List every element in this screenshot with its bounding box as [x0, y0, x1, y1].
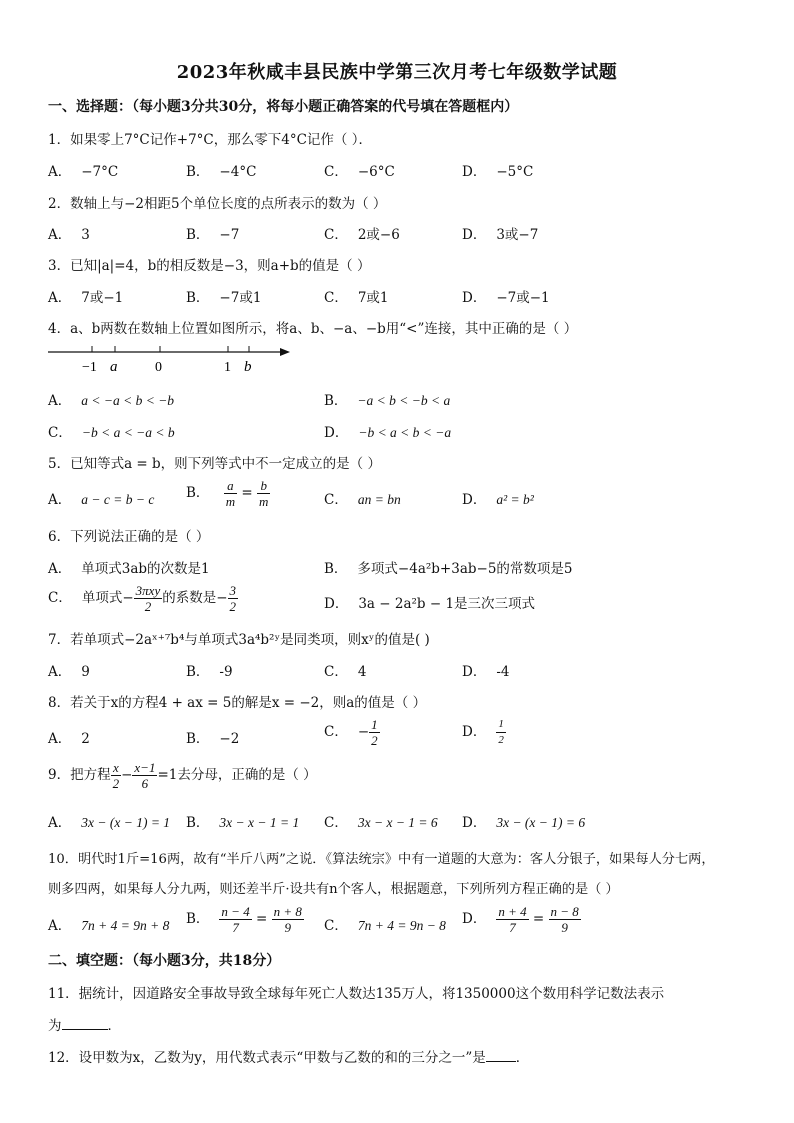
question-1-stem: 1．如果零上7°C记作+7°C，那么零下4°C记作（ ）． — [48, 132, 372, 148]
question-8-stem: 8．若关于x的方程4 + ax = 5的解是x = −2，则a的值是（ ） — [48, 695, 427, 711]
question-8-option-d: D． $\frac{1}{2}$ — [462, 718, 504, 746]
question-8-option-b: B． −2 — [186, 731, 240, 747]
question-5-option-b: B． $\frac{a}{m}$ = $\frac{b}{m}$ — [186, 478, 269, 509]
section-choice-heading: 一、选择题：（每小题3分共30分，将每小题正确答案的代号填在答题框内） — [48, 99, 519, 115]
question-9-option-d: D． 3x − (x − 1) = 6 — [462, 815, 586, 831]
question-1-option-d: D． −5°C — [462, 164, 534, 180]
question-3-option-b: B． −7或1 — [186, 290, 262, 306]
question-6-option-d: D． 3a − 2a²b − 1是三次三项式 — [324, 596, 536, 612]
question-9-option-c: C． 3x − x − 1 = 6 — [324, 815, 438, 831]
question-10-option-a: A． 7n + 4 = 9n + 8 — [48, 918, 170, 934]
question-8-option-c: C． − $\frac{1}{2}$ — [324, 717, 378, 748]
question-6-stem: 6．下列说法正确的是（ ） — [48, 529, 210, 545]
question-5-option-d: D． a² = b² — [462, 492, 534, 508]
question-4-stem: 4．a、b两数在数轴上位置如图所示，将a、b、−a、−b用“<”连接，其中正确的是（ ） — [48, 321, 578, 337]
question-4-option-d: D． −b < a < b < −a — [324, 425, 452, 441]
question-5-option-a: A． a − c = b − c — [48, 492, 155, 508]
question-10-line-1: 10．明代时1斤=16两，故有“半斤八两”之说．《算法统宗》中有一道题的大意为：客人分银子，如果每人分七两， — [48, 852, 715, 867]
question-9-option-b: B． 3x − x − 1 = 1 — [186, 815, 300, 831]
axis-label-a: a — [110, 359, 118, 375]
question-12-line: 12．设甲数为x，乙数为y，用代数式表示“甲数与乙数的和的三分之一”是 ． — [48, 1050, 530, 1066]
question-6-option-a: A． 单项式3ab的次数是1 — [48, 561, 210, 577]
axis-label-0: 0 — [155, 360, 162, 375]
question-7-option-a: A． 9 — [48, 664, 90, 680]
question-4-option-b: B． −a < b < −b < a — [324, 393, 451, 409]
question-9-option-a: A． 3x − (x − 1) = 1 — [48, 815, 171, 831]
question-3-option-c: C． 7或1 — [324, 290, 389, 306]
question-12-answer-blank[interactable] — [486, 1061, 516, 1062]
question-6-option-b: B． 多项式−4a²b+3ab−5的常数项是5 — [324, 561, 573, 577]
question-11-answer-blank[interactable] — [62, 1029, 108, 1030]
question-1-option-a: A． −7°C — [48, 164, 119, 180]
question-2-stem: 2．数轴上与−2相距5个单位长度的点所表示的数为（ ） — [48, 196, 387, 212]
question-4-option-a: A． a < −a < b < −b — [48, 393, 175, 409]
question-4-option-c: C． −b < a < −a < b — [48, 425, 175, 441]
question-6-option-c: C． 单项式− $\frac{\text{3πxy}}{2}$ 的系数是− $\frac{3}{2}$ — [48, 583, 237, 614]
question-9-stem: 9．把方程 $\frac{x}{2}$ − $\frac{x-1}{6}$ =1去分母，正确的是（ ） — [48, 760, 317, 791]
number-line-figure — [44, 340, 296, 376]
axis-label-1: 1 — [224, 360, 231, 375]
question-5-option-c: C． an = bn — [324, 492, 401, 508]
question-11-line-1: 11．据统计，因道路安全事故导致全球每年死亡人数达135万人，将1350000这个数用科学记数法表示 — [48, 986, 665, 1002]
axis-label-b: b — [244, 359, 252, 375]
question-2-option-b: B． −7 — [186, 227, 240, 243]
question-2-option-c: C． 2或−6 — [324, 227, 400, 243]
question-11-line-2: 为 ． — [48, 1018, 121, 1034]
question-10-line-2: 则多四两，如果每人分九两，则还差半斤·设共有n个客人，根据题意，下列所列方程正确的是（ ） — [48, 882, 619, 897]
question-1-option-c: C． −6°C — [324, 164, 395, 180]
question-3-stem: 3．已知|a|=4，b的相反数是−3，则a+b的值是（ ） — [48, 258, 371, 274]
question-7-option-c: C． 4 — [324, 664, 367, 680]
question-3-option-d: D． −7或−1 — [462, 290, 550, 306]
question-10-option-c: C． 7n + 4 = 9n − 8 — [324, 918, 446, 934]
question-8-option-a: A． 2 — [48, 731, 90, 747]
question-3-option-a: A． 7或−1 — [48, 290, 124, 306]
section-fill-heading: 二、填空题：（每小题3分，共18分） — [48, 953, 281, 969]
question-7-option-b: B． -9 — [186, 664, 233, 680]
question-7-option-d: D． -4 — [462, 664, 510, 680]
question-7-stem: 7．若单项式−2aˣ⁺⁷b⁴与单项式3a⁴b²ʸ是同类项，则xʸ的值是( ) — [48, 632, 430, 648]
question-10-option-d: D． $\frac{n + 4}{7}$ = $\frac{n - 8}{9}$ — [462, 904, 579, 935]
exam-title: 2023年秋咸丰县民族中学第三次月考七年级数学试题 — [176, 62, 618, 83]
question-10-option-b: B． $\frac{n - 4}{7}$ = $\frac{n + 8}{9}$ — [186, 904, 302, 935]
question-2-option-d: D． 3或−7 — [462, 227, 539, 243]
question-2-option-a: A． 3 — [48, 227, 90, 243]
axis-label-neg1: −1 — [82, 360, 97, 375]
number-line-arrow-icon — [280, 348, 290, 356]
question-5-stem: 5．已知等式a = b，则下列等式中不一定成立的是（ ） — [48, 456, 381, 472]
question-1-option-b: B． −4°C — [186, 164, 257, 180]
